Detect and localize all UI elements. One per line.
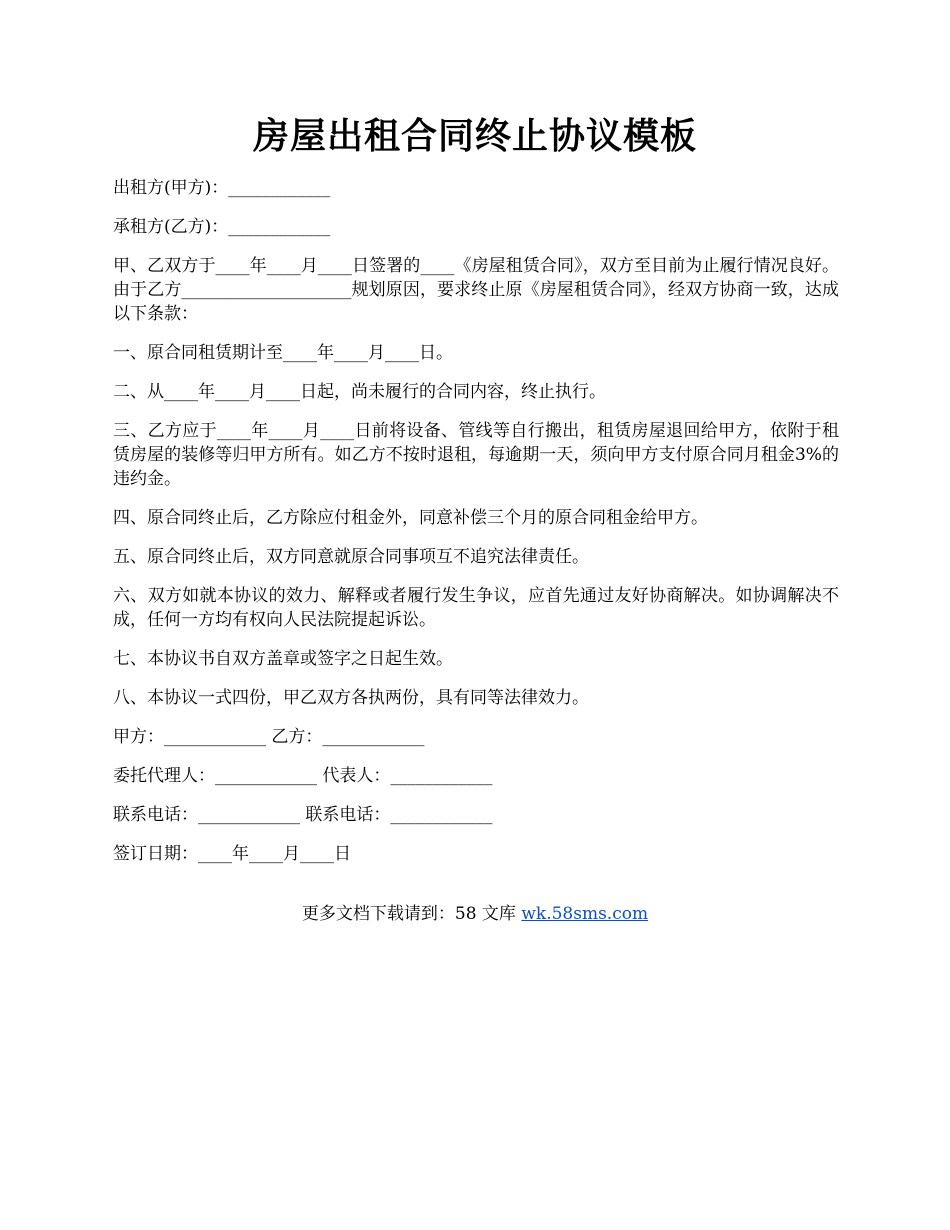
clause-5: 五、原合同终止后，双方同意就原合同事项互不追究法律责任。 (113, 547, 589, 567)
preamble-paragraph: 甲、乙双方于____年____月____日签署的____《房屋租赁合同》，双方至目前为止履行情况良好。由于乙方____________________规划原因，要求终止原《房屋租赁合同》，经双方协商一致，达成以下条款： (113, 256, 839, 324)
signing-date-line: 签订日期：____年____月____日 (113, 844, 351, 864)
phone-line: 联系电话：____________ 联系电话：____________ (113, 805, 493, 825)
footer-link[interactable]: wk.58sms.com (521, 904, 649, 924)
clause-7: 七、本协议书自双方盖章或签字之日起生效。 (113, 649, 453, 669)
lessor-field: 出租方(甲方)：____________ (113, 178, 331, 198)
footer-text: 更多文档下载请到：58 文库 (301, 904, 522, 924)
clause-6: 六、双方如就本协议的效力、解释或者履行发生争议，应首先通过友好协商解决。如协调解决不成，任何一方均有权向人民法院提起诉讼。 (113, 586, 839, 630)
party-signature-line: 甲方：____________ 乙方：____________ (113, 727, 425, 747)
document-title: 房屋出租合同终止协议模板 (252, 115, 697, 157)
agent-signature-line: 委托代理人：____________ 代表人：____________ (113, 766, 493, 786)
clause-4: 四、原合同终止后，乙方除应付租金外，同意补偿三个月的原合同租金给甲方。 (113, 508, 708, 528)
clause-8: 八、本协议一式四份，甲乙双方各执两份，具有同等法律效力。 (113, 688, 589, 708)
document-body (113, 176, 839, 881)
clause-3: 三、乙方应于____年____月____日前将设备、管线等自行搬出，租赁房屋退回给甲方，依附于租赁房屋的装修等归甲方所有。如乙方不按时退租，每逾期一天，须向甲方支付原合同月租金3%的违约金。 (113, 421, 839, 489)
clause-2: 二、从____年____月____日起，尚未履行的合同内容，终止执行。 (113, 382, 606, 402)
clause-1: 一、原合同租赁期计至____年____月____日。 (113, 343, 453, 363)
download-footer (0, 902, 950, 926)
lessee-field: 承租方(乙方)：____________ (113, 217, 331, 237)
